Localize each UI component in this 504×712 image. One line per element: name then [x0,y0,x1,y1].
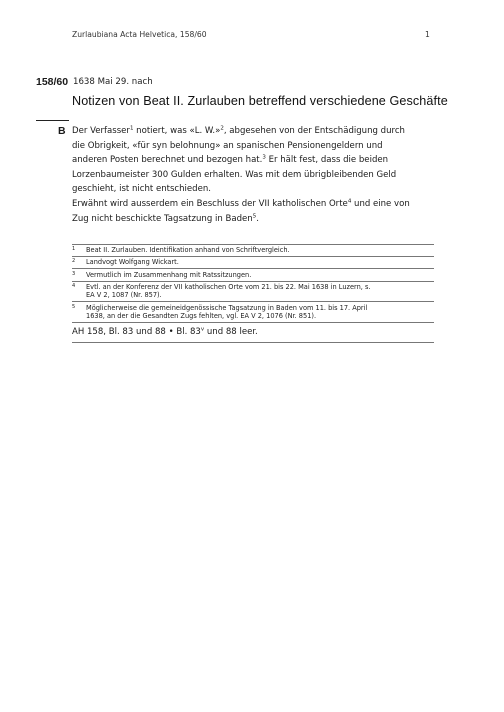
summary-text-run: , abgesehen von der Entschädigung durch [223,126,405,136]
footnote-line: Landvogt Wolfgang Wickart. [86,258,179,267]
document-number: 158/60 [36,76,69,88]
footnote-ref: 5 [252,213,257,220]
footnote [72,257,434,269]
footnote-line: Beat II. Zurlauben. Identifikation anhand von Schriftvergleich. [86,246,290,255]
footnote [72,302,434,323]
archive-bottom-rule [72,342,434,343]
page-number: 1 [425,30,430,39]
footnote-text [86,246,434,255]
archive-text-after: und 88 leer. [204,327,258,337]
archive-sup: v [200,326,205,333]
summary-text-run: . [256,213,259,224]
running-head: Zurlaubiana Acta Helvetica, 158/60 [72,30,207,39]
summary-line [72,197,437,212]
footnote-line: Evtl. an der Konferenz der VII katholischen Orte vom 21. bis 22. Mai 1638 in Luzern, s. [86,282,371,291]
footnote-text [86,271,434,280]
summary-text-run: Lorzenbaumeister 300 Gulden erhalten. Was mit dem übrigbleibenden Geld [72,169,397,180]
archive-reference [72,327,258,337]
footnote-ref: 3 [262,154,266,161]
footnote [72,245,434,257]
footnote-text [86,283,434,300]
summary-text-run: die Obrigkeit, «für syn belohnung» an spanischen Pensionengeldern und [72,140,383,151]
summary-line [72,212,437,227]
footnote [72,282,434,303]
summary-text-run: Der Verfasser [72,126,130,136]
section-letter: B [58,125,66,137]
footnote-text [86,258,434,267]
summary-text-run: und eine von [351,198,410,209]
summary-text [72,124,437,226]
archive-text-before: AH 158, Bl. 83 und 88 • Bl. 83 [72,327,201,337]
footnote-text [86,304,434,321]
summary-line [72,124,437,139]
section-rule [36,120,69,121]
footnote-mark: 2 [72,258,76,265]
summary-text-run: geschieht, ist nicht entschieden. [72,184,212,195]
footnote-mark: 4 [72,282,76,289]
document-date: 1638 Mai 29. nach [73,77,153,87]
summary-text-run: Er hält fest, dass die beiden [265,155,389,166]
footnote-ref: 4 [347,198,352,205]
footnote-line: Vermutlich im Zusammenhang mit Ratssitzungen. [86,270,252,279]
footnote [72,269,434,281]
document-title: Notizen von Beat II. Zurlauben betreffend verschiedene Geschäfte [72,94,448,108]
footnote-mark: 3 [72,270,76,277]
summary-line [72,153,437,168]
footnote-line: Möglicherweise die gemeineidgenössische Tagsatzung in Baden vom 11. bis 17. April [86,303,368,312]
summary-text-run: notiert, was «L. W.» [133,126,221,136]
footnote-list [72,244,434,323]
footnote-line: EA V 2, 1087 (Nr. 857). [86,291,162,300]
footnote-mark: 5 [72,303,76,310]
summary-text-run: Erwähnt wird ausserdem ein Beschluss der VII katholischen Orte [72,198,348,209]
summary-line [72,168,437,183]
summary-line [72,182,437,197]
summary-text-run: Zug nicht beschickte Tagsatzung in Baden [72,213,253,224]
summary-text-run: anderen Posten berechnet und bezogen hat. [72,155,263,166]
footnote-ref: 1 [129,125,134,132]
footnote-ref: 2 [220,125,224,132]
footnote-mark: 1 [72,246,76,253]
summary-line [72,139,437,154]
footnote-line: 1638, an der die Gesandten Zugs fehlten, vgl. EA V 2, 1076 (Nr. 851). [86,312,317,321]
